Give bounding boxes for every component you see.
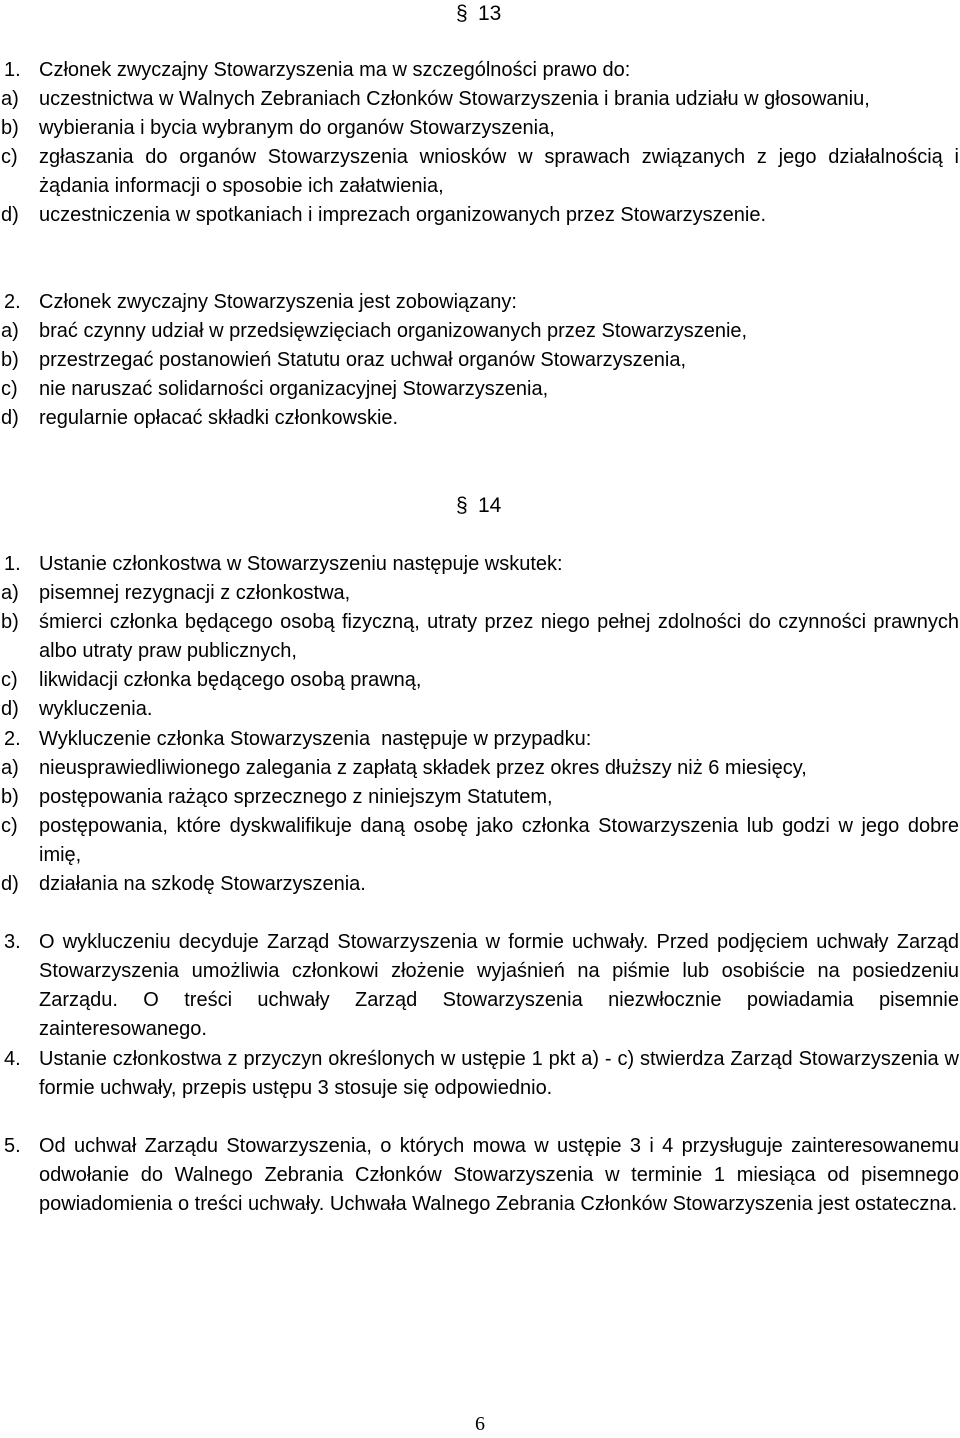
list-item: d) regularnie opłacać składki członkowskie.: [1, 407, 399, 429]
paragraph-14-5: 5. Od uchwał Zarządu Stowarzyszenia, o których mowa w ustępie 3 i 4 przysługuje zainteresowanemu odwołanie do Walnego Zebrania Członków Stowarzyszenia w terminie 1 miesiąca od pisemnego powiadomienia o treści uchwały. Uchwała Walnego Zebrania Członków Stowarzyszenia jest ostateczna.: [4, 1135, 959, 1215]
paragraph-14-3: 3. O wykluczeniu decyduje Zarząd Stowarzyszenia w formie uchwały. Przed podjęciem uchwały Zarząd Stowarzyszenia umożliwia członkowi złożenie wyjaśnień na piśmie lub osobiście na posiedzeniu Zarządu. O treści uchwały Zarząd Stowarzyszenia niezwłocznie powiadamia pisemnie zainteresowanego.: [4, 931, 959, 1040]
list-item: c) likwidacji członka będącego osobą prawną,: [1, 669, 422, 691]
list-item: b) przestrzegać postanowień Statutu oraz uchwał organów Stowarzyszenia,: [1, 349, 687, 371]
paragraph-13-1: 1. Członek zwyczajny Stowarzyszenia ma w szczególności prawo do: a) uczestnictwa w Walnych Zebraniach Członków Stowarzyszenia i brania udziału w głosowaniu, b) wybierania i bycia wybranym do organów Stowarzyszenia, c) zgłaszania do organów Stowarzyszenia wniosków w sprawach związanych z jego działalnością i żądania informacji o sposobie ich załatwienia, d) uczestniczenia w spotkaniach i imprezach organizowanych przez Stowarzyszenie.: [0, 56, 960, 230]
list-item: c) zgłaszania do organów Stowarzyszenia wniosków w sprawach związanych z jego działalnością i żądania informacji o sposobie ich załatwienia,: [1, 146, 959, 197]
section-heading-14: §14: [456, 494, 501, 518]
list-item: b) postępowania rażąco sprzecznego z niniejszym Statutem,: [1, 786, 553, 808]
list-item: c) postępowania, które dyskwalifikuje daną osobę jako członka Stowarzyszenia lub godzi w jego dobre imię,: [1, 815, 959, 866]
paragraph-13-2: 2. Członek zwyczajny Stowarzyszenia jest zobowiązany: a) brać czynny udział w przedsięwzięciach organizowanych przez Stowarzyszenie, b) przestrzegać postanowień Statutu oraz uchwał organów Stowarzyszenia, c) nie naruszać solidarności organizacyjnej Stowarzyszenia, d) regularnie opłacać składki członkowskie.: [0, 288, 960, 433]
paragraph-14-1: 1. Ustanie członkostwa w Stowarzyszeniu następuje wskutek: a) pisemnej rezygnacji z członkostwa, b) śmierci członka będącego osobą fizyczną, utraty przez niego pełnej zdolności do czynności prawnych albo utraty praw publicznych, c) likwidacji członka będącego osobą prawną, d) wykluczenia.: [0, 550, 960, 724]
list-item: b) śmierci członka będącego osobą fizyczną, utraty przez niego pełnej zdolności do czynności prawnych albo utraty praw publicznych,: [1, 611, 959, 662]
list-item: d) działania na szkodę Stowarzyszenia.: [1, 873, 366, 895]
page-number: 6: [475, 1413, 485, 1435]
paragraph-14-2: 2. Wykluczenie członka Stowarzyszenia następuje w przypadku: a) nieusprawiedliwionego zalegania z zapłatą składek przez okres dłuższy niż 6 miesięcy, b) postępowania rażąco sprzecznego z niniejszym Statutem, c) postępowania, które dyskwalifikuje daną osobę jako członka Stowarzyszenia lub godzi w jego dobre imię, d) działania na szkodę Stowarzyszenia.: [0, 725, 960, 899]
section-heading-13: §13: [456, 2, 501, 26]
list-item: a) pisemnej rezygnacji z członkostwa,: [1, 582, 351, 604]
list-item: a) brać czynny udział w przedsięwzięciach organizowanych przez Stowarzyszenie,: [1, 320, 748, 342]
paragraph-14-4: 4. Ustanie członkostwa z przyczyn określonych w ustępie 1 pkt a) - c) stwierdza Zarząd Stowarzyszenia w formie uchwały, przepis ustępu 3 stosuje się odpowiednio.: [4, 1048, 959, 1099]
list-item: a) nieusprawiedliwionego zalegania z zapłatą składek przez okres dłuższy niż 6 miesięcy,: [1, 757, 807, 779]
list-item: b) wybierania i bycia wybranym do organów Stowarzyszenia,: [1, 117, 555, 139]
section-symbol: [456, 2, 470, 26]
section-symbol: [456, 494, 470, 518]
list-item: c) nie naruszać solidarności organizacyjnej Stowarzyszenia,: [1, 378, 549, 400]
list-item: d) wykluczenia.: [1, 698, 153, 720]
list-item: d) uczestniczenia w spotkaniach i imprezach organizowanych przez Stowarzyszenie.: [1, 204, 767, 226]
list-item: a) uczestnictwa w Walnych Zebraniach Członków Stowarzyszenia i brania udziału w głosowaniu,: [1, 88, 870, 110]
